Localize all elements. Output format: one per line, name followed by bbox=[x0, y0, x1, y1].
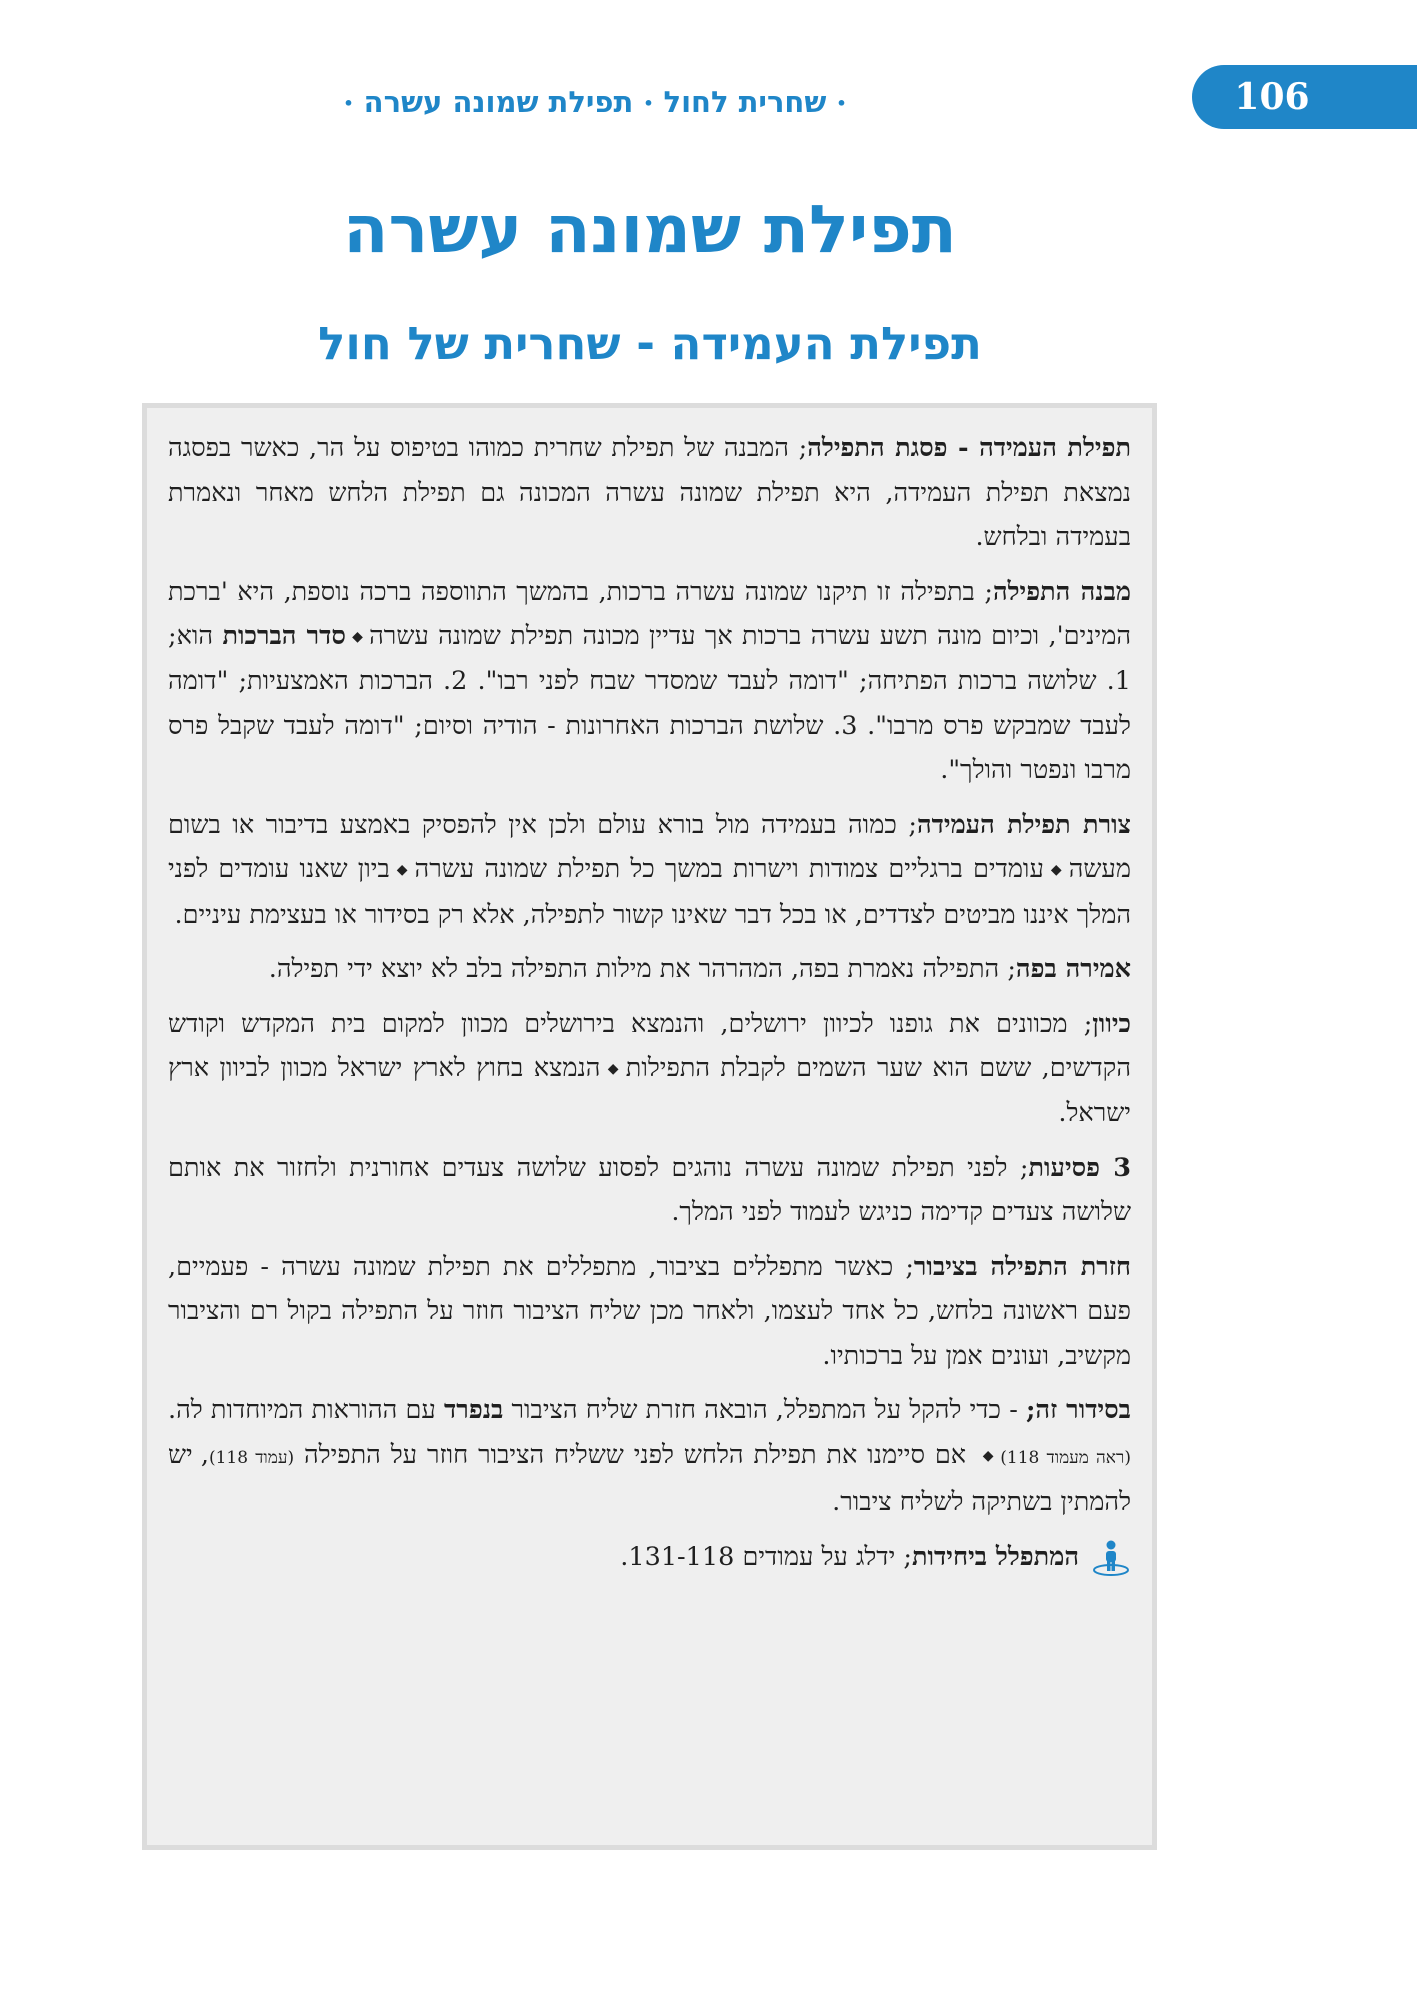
paragraph-prayer-structure bbox=[168, 570, 1131, 793]
paragraph-label: אמירה בפה bbox=[1015, 954, 1131, 984]
diamond-icon: ◆ bbox=[605, 1060, 621, 1077]
paragraph-text: , יש להמתין בשתיקה לשליח ציבור. bbox=[168, 1439, 1131, 1518]
paragraph-text: - כדי להקל על המתפלל, הובאה חזרת שליח הציבור bbox=[503, 1395, 1027, 1426]
paragraph-text: ; בתפילה זו תיקנו שמונה עשרה ברכות, בהמשך התווספה ברכה נוספת, היא 'ברכת המינים', וכיום מונה תשע עשרה ברכות אך עדיין מכונה תפילת שמונה עשרה bbox=[168, 576, 1131, 651]
diamond-icon: ◆ bbox=[350, 628, 365, 645]
paragraph-bold-term: בנפרד bbox=[444, 1395, 504, 1426]
paragraph-text: הנמצא בחוץ לארץ ישראל מכוון לביוון ארץ ישראל. bbox=[168, 1053, 1131, 1129]
paragraph-individual bbox=[168, 1535, 1131, 1580]
paragraph-spoken-aloud bbox=[168, 947, 1131, 992]
paragraph-text: עם ההוראות המיוחדות לה. bbox=[168, 1395, 445, 1426]
paragraph-direction bbox=[168, 1002, 1131, 1136]
paragraph-standing-form bbox=[168, 803, 1131, 937]
running-header-chapter: תפילת שמונה עשרה bbox=[363, 85, 634, 119]
paragraph-label: צורת תפילת העמידה bbox=[916, 809, 1132, 840]
page-subtitle: תפילת העמידה - שחרית של חול bbox=[318, 317, 982, 370]
running-header bbox=[240, 82, 950, 122]
paragraph-public-repetition bbox=[168, 1245, 1131, 1379]
page-number: 106 bbox=[1234, 76, 1310, 118]
paragraph-label: בסידור זה; bbox=[1026, 1395, 1131, 1426]
paragraph-label: תפילת העמידה - פסגת התפילה bbox=[807, 433, 1131, 463]
paragraph-text: ; כמוה בעמידה מול בורא עולם ולכן אין להפסיק באמצע בדיבור או בשום מעשה bbox=[168, 809, 1131, 885]
paragraph-text: ביון שאנו עומדים לפני המלך איננו מביטים לצדדים, או בכל דבר שאינו קשור לתפילה, אלא רק בסידור או בעצימת עיניים. bbox=[168, 854, 1131, 930]
diamond-icon: ◆ bbox=[394, 862, 410, 878]
paragraph-label: 3 פסיעות bbox=[1028, 1152, 1131, 1183]
person-icon bbox=[1091, 1537, 1131, 1577]
bullet-icon: • bbox=[643, 94, 654, 113]
paragraph-text: ; ידלג על עמודים 131-118. bbox=[620, 1541, 912, 1572]
paragraph-text: ; התפילה נאמרת בפה, המהרהר את מילות התפילה בלב לא יוצא ידי תפילה. bbox=[268, 954, 1016, 984]
running-header-section: שחרית לחול bbox=[663, 85, 827, 119]
paragraph-text: עומדים ברגליים צמודות וישרות במשך כל תפילת שמונה עשרה bbox=[414, 854, 1044, 885]
paragraph-label: חזרת התפילה בציבור bbox=[913, 1251, 1131, 1282]
paragraph-text: ; מכוונים את גופנו לכיוון ירושלים, והנמצא בירושלים מכוון למקום בית המקדש וקודש הקדשים, ששם הוא שער השמים לקבלת התפילות bbox=[168, 1008, 1131, 1083]
paragraph-this-siddur bbox=[168, 1388, 1131, 1525]
page-number-badge bbox=[1192, 65, 1417, 129]
paragraph-bold-term: סדר הברכות bbox=[222, 621, 346, 651]
bullet-icon: • bbox=[343, 94, 354, 113]
paragraph-structure-peak bbox=[168, 426, 1131, 560]
bullet-icon: • bbox=[836, 94, 847, 113]
paragraph-text: ; המבנה של תפילת שחרית כמוהו בטיפוס על הר, כאשר בפסגה נמצאת תפילת העמידה, היא תפילת שמונה עשרה המכונה גם תפילת הלחש מאחר ונאמרת בעמידה ובלחש. bbox=[168, 433, 1131, 552]
paragraph-text: ; לפני תפילת שמונה עשרה נוהגים לפסוע שלושה צעדים אחורנית ולחזור את אותם שלושה צעדים קדימה כניגש לעמוד לפני המלך. bbox=[168, 1152, 1131, 1228]
page-reference: (עמוד 118) bbox=[208, 1447, 295, 1468]
page-reference: (ראה מעמוד 118) bbox=[1000, 1447, 1131, 1468]
diamond-icon: ◆ bbox=[980, 1447, 996, 1464]
paragraph-text: הוא; 1. שלושה ברכות הפתיחה; "דומה לעבד שמסדר שבח לפני רבו". 2. הברכות האמצעיות; "דומה לעבד שמבקש פרס מרבו". 3. שלושת הברכות האחרונות - הודיה וסיום; "דומה לעבד שקבל פרס מרבו ונפטר והולך". bbox=[168, 621, 1131, 786]
paragraph-three-steps bbox=[168, 1146, 1131, 1235]
paragraph-label: מבנה התפילה bbox=[992, 576, 1131, 607]
info-box bbox=[142, 403, 1157, 1850]
page-title: תפילת שמונה עשרה bbox=[343, 191, 957, 268]
paragraph-label: כיוון bbox=[1092, 1008, 1131, 1039]
paragraph-label: המתפלל ביחידות bbox=[911, 1541, 1079, 1572]
diamond-icon: ◆ bbox=[1048, 862, 1064, 878]
paragraph-text: אם סיימנו את תפילת הלחש לפני ששליח הציבור חוזר על התפילה bbox=[294, 1439, 976, 1470]
paragraph-text: ; כאשר מתפללים בציבור, מתפללים את תפילת שמונה עשרה - פעמיים, פעם ראשונה בלחש, כל אחד לעצמו, ולאחר מכן שליח הציבור חוזר על התפילה בקול רם והציבור מקשיב, ועונים אמן על ברכותיו. bbox=[168, 1251, 1131, 1371]
